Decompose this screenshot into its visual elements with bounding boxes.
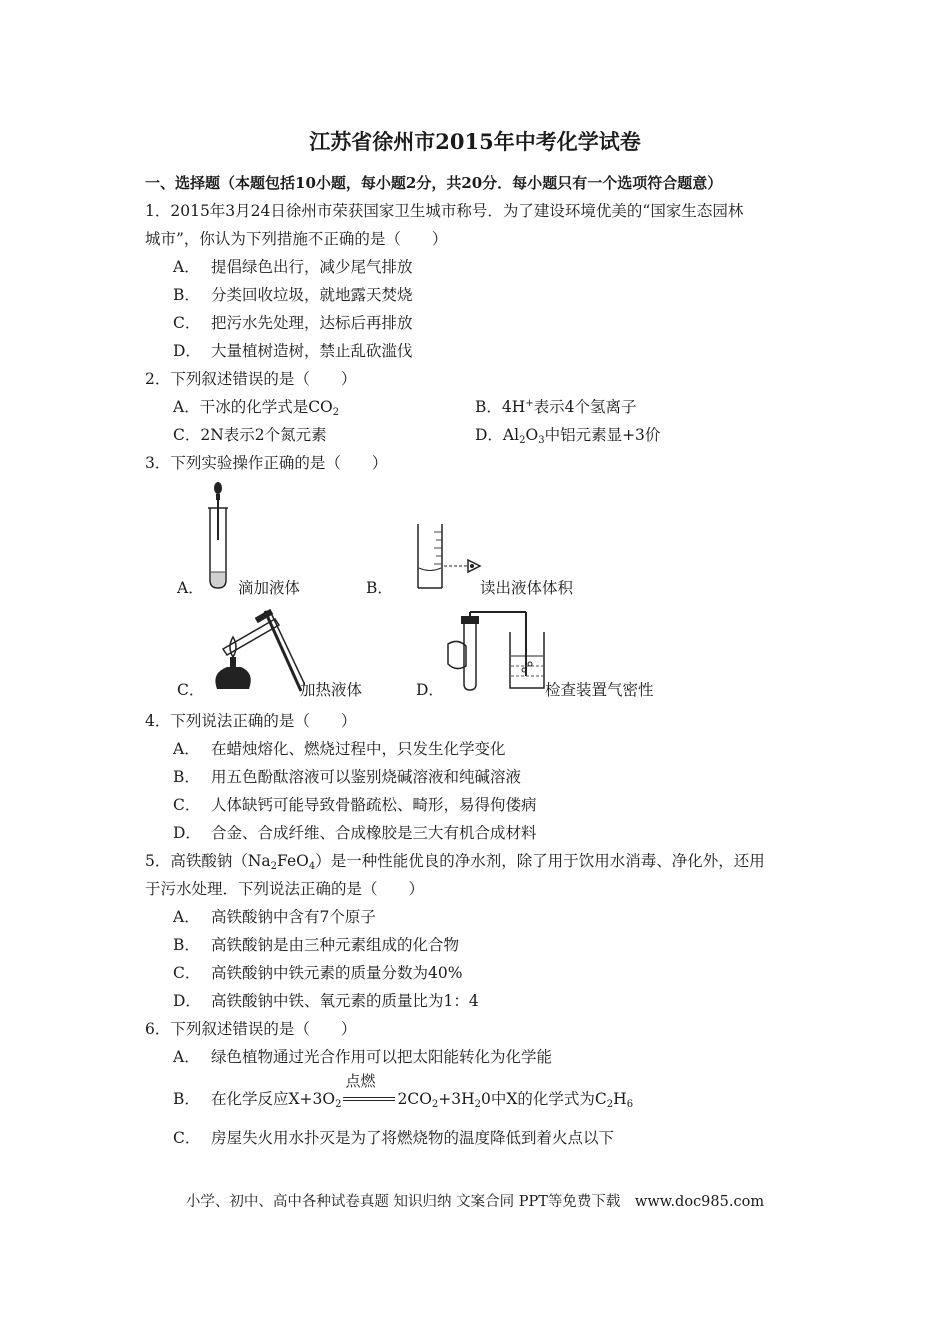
q2-option-d: D．$Al_2O_3$中铝元素显+3价 xyxy=(475,426,661,446)
q4-option-c-text: 人体缺钙可能导致骨骼疏松、畸形，易得佝偻病 xyxy=(211,796,537,814)
q1-option-a-text: 提倡绿色出行，减少尾气排放 xyxy=(211,258,413,276)
q4-option-d-label: D． xyxy=(173,824,201,842)
q2-option-b: B．4H+表示4个氢离子 xyxy=(475,398,637,416)
q3-option-b-text: 读出液体体积 xyxy=(480,579,574,597)
q1-option-c-label: C． xyxy=(173,314,201,332)
q3-option-c-text: 加热液体 xyxy=(300,681,363,699)
q1-stem-line2: 城市”，你认为下列措施不正确的是（ ） xyxy=(145,230,448,248)
q3-option-d-text: 检查装置气密性 xyxy=(545,681,654,699)
q1-option-b-label: B． xyxy=(173,286,200,304)
section-heading: 一、选择题（本题包括10小题，每小题2分，共20分．每小题只有一个选项符合题意） xyxy=(145,174,723,192)
q1-option-d-text: 大量植树造树，禁止乱砍滥伐 xyxy=(211,342,413,360)
q3-option-a-text: 滴加液体 xyxy=(238,579,301,597)
q3-option-b-label: B． xyxy=(366,579,393,597)
q3-option-c-label: C． xyxy=(177,681,205,699)
page-footer: 小学、初中、高中各种试卷真题 知识归纳 文案合同 PPT等免费下载 www.doc985.com xyxy=(185,1194,765,1210)
q5-option-d-label: D． xyxy=(173,992,201,1010)
q3-stem: 3．下列实验操作正确的是（ ） xyxy=(145,454,388,472)
q4-option-b-text: 用五色酚酞溶液可以鉴别烧碱溶液和纯碱溶液 xyxy=(211,768,522,786)
q6-option-b-equation: 在化学反应$X+3O_2$ 点燃 $2CO_2+3H_20$中X的化学式为$C_2H_6$ xyxy=(211,1072,634,1110)
q6-stem: 6．下列叙述错误的是（ ） xyxy=(145,1020,357,1038)
heating-liquid-figure xyxy=(205,603,305,695)
q6-option-c-label: C． xyxy=(173,1129,201,1147)
dropper-test-tube-figure xyxy=(205,480,235,592)
q5-option-b-text: 高铁酸钠是由三种元素组成的化合物 xyxy=(211,936,460,954)
q1-option-d-label: D． xyxy=(173,342,201,360)
q5-stem-line1: 5．高铁酸钠$(Na_2FeO_4)$是一种性能优良的净水剂，除了用于饮用水消毒、净化外，还用 xyxy=(145,852,765,872)
q2-stem: 2．下列叙述错误的是（ ） xyxy=(145,370,357,388)
q3-option-a-label: A． xyxy=(177,579,204,597)
q5-option-a-text: 高铁酸钠中含有7个原子 xyxy=(211,908,376,926)
q4-option-a-text: 在蜡烛熔化、燃烧过程中，只发生化学变化 xyxy=(211,740,506,758)
q4-option-d-text: 合金、合成纤维、合成橡胶是三大有机合成材料 xyxy=(211,824,537,842)
q5-option-a-label: A． xyxy=(173,908,200,926)
q1-stem-line1: 1．2015年3月24日徐州市荣获国家卫生城市称号．为了建设环境优美的“国家生态园林 xyxy=(145,202,744,220)
q6-option-c-text: 房屋失火用水扑灭是为了将燃烧物的温度降低到着火点以下 xyxy=(211,1129,615,1147)
q5-stem-line2: 于污水处理．下列说法正确的是（ ） xyxy=(145,880,425,898)
q6-option-b-label: B． xyxy=(173,1090,200,1108)
q2-option-a: A．干冰的化学式是$CO_2$ xyxy=(173,398,340,418)
q5-option-b-label: B． xyxy=(173,936,200,954)
q2-option-c: C．2N表示2个氮元素 xyxy=(173,426,327,444)
page-title: 江苏省徐州市2015年中考化学试卷 xyxy=(309,129,641,154)
q4-option-c-label: C． xyxy=(173,796,201,814)
q5-option-d-text: 高铁酸钠中铁、氧元素的质量比为1：4 xyxy=(211,992,479,1010)
reaction-condition-arrow xyxy=(341,1072,397,1109)
q1-option-b-text: 分类回收垃圾，就地露天焚烧 xyxy=(211,286,413,304)
reaction-condition-label: 点燃 xyxy=(345,1072,376,1090)
q5-option-c-text: 高铁酸钠中铁元素的质量分数为40% xyxy=(211,964,463,982)
q4-option-b-label: B． xyxy=(173,768,200,786)
graduated-cylinder-figure xyxy=(410,522,490,592)
q4-stem: 4．下列说法正确的是（ ） xyxy=(145,712,357,730)
q4-option-a-label: A． xyxy=(173,740,200,758)
airtightness-check-figure xyxy=(440,610,546,694)
q1-option-a-label: A． xyxy=(173,258,200,276)
q6-option-a-text: 绿色植物通过光合作用可以把太阳能转化为化学能 xyxy=(211,1048,553,1066)
q6-option-a-label: A． xyxy=(173,1048,200,1066)
q1-option-c-text: 把污水先处理，达标后再排放 xyxy=(211,314,413,332)
q3-option-d-label: D． xyxy=(416,681,444,699)
q5-option-c-label: C． xyxy=(173,964,201,982)
